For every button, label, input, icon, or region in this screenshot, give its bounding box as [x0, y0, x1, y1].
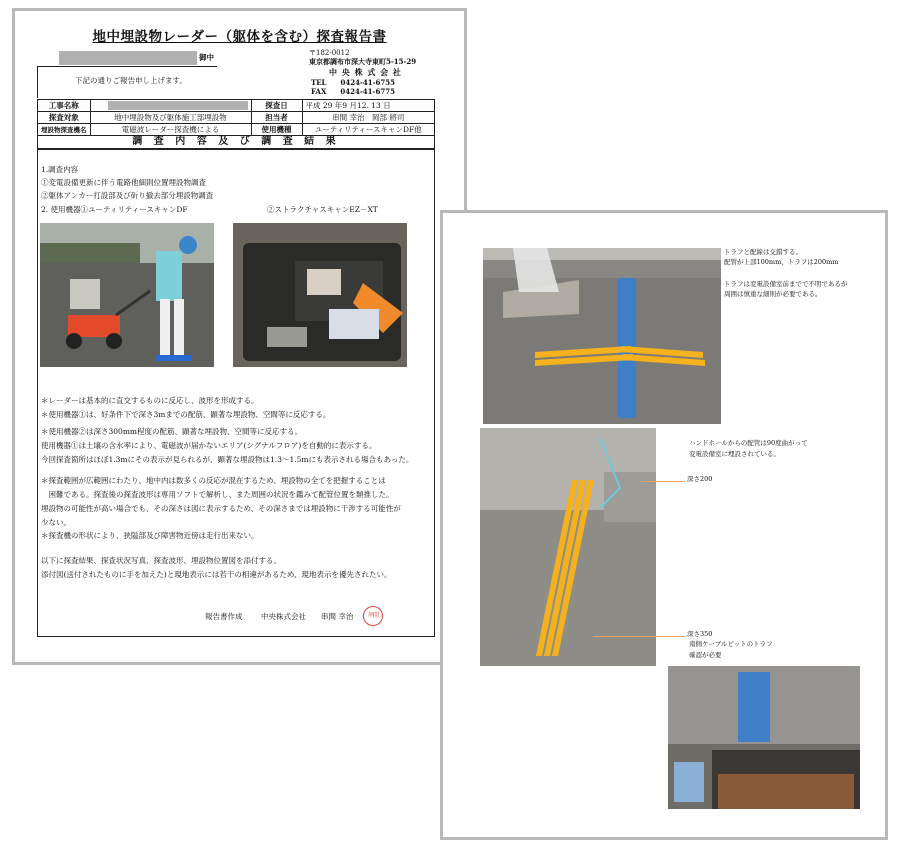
redacted-recipient — [59, 51, 197, 65]
photo-cable-pit — [668, 666, 860, 809]
leader-depth-200 — [641, 481, 685, 482]
photo-cable-pit-drawing — [668, 666, 860, 809]
photo-radar-operator-drawing — [40, 223, 214, 367]
note-6: ＊探査範囲が広範囲にわたり、地中内は数多くの反応が混在するため、埋設物の全てを把握することは — [41, 476, 386, 485]
note4-line1: 南側ケーブルピットのトラフ — [689, 640, 773, 648]
note-8: 埋設物の可能性が高い場合でも、その深さは図に表示するため、その深さまでは埋設物に干渉する可能性が — [41, 504, 401, 513]
photo-handhole-pipe-drawing — [480, 428, 656, 666]
equipment-2-label: ②ストラクチャスキャンEZ－XT — [267, 205, 378, 214]
seal-stamp — [363, 606, 383, 626]
footer-company: 中央株式会社 — [261, 612, 306, 621]
label-survey-target: 探査対象 — [38, 112, 91, 124]
footer-author-label: 報告書作成 — [205, 612, 243, 621]
label-person: 担当者 — [251, 112, 302, 124]
report-page-2 — [440, 210, 888, 840]
depth-200-label: 深さ200 — [687, 475, 713, 483]
note2-line2: 周囲は慎重な細則が必要である。 — [724, 290, 822, 298]
equipment-model: ユーティリティースキャンDF他 — [302, 124, 435, 136]
report-title: 地中埋設物レーダー（躯体を含む）探査報告書 — [92, 29, 387, 45]
note-11: 以下に探査結果、探査状況写真、探査波形、埋設物位置図を添付する。 — [41, 556, 281, 565]
note3-line2: 変電設備室に埋設されている。 — [689, 450, 780, 458]
leader-depth-350 — [593, 636, 685, 637]
note-12: 添付図(送付されたものに手を加えた)と現地表示には若干の相違があるため、現地表示を優先されたい。 — [41, 570, 392, 579]
photo-trough-crossing — [483, 248, 721, 424]
footer-person: 串間 幸治 — [321, 612, 354, 621]
photo-radar-operator — [40, 223, 214, 367]
label-project-name: 工事名称 — [38, 100, 91, 112]
label-equipment-name: 埋設物探査機名 — [38, 124, 91, 136]
contents-line-3: 2. 使用機器①ユーティリティースキャンDF — [41, 205, 188, 214]
seal-stamp-text: 串間 — [367, 612, 378, 619]
note1-line2: 配管が上部100mm、トラフは200mm — [724, 258, 839, 266]
recipient-suffix: 御中 — [199, 53, 214, 62]
note3-line1: ハンドホールからの配管は90度曲がって — [689, 439, 808, 447]
photo-structure-scanner — [233, 223, 407, 367]
note-1: ＊レーダーは基本的に直交するものに反応し、波形を形成する。 — [41, 396, 259, 405]
survey-date: 平成 29 年9 月12. 13 日 — [302, 100, 435, 112]
recipient-underline — [37, 66, 217, 67]
equipment-name: 電磁波レーダー探査機による — [90, 124, 251, 136]
section-heading: 調 査 内 容 及 び 調 査 結 果 — [37, 135, 435, 149]
photo-structure-scanner-drawing — [233, 223, 407, 367]
report-page-1 — [12, 8, 467, 665]
label-equipment-model: 使用機種 — [251, 124, 302, 136]
note2-line1: トラフは変電設備室前までで不明であるが — [724, 280, 848, 288]
company-name: 中 央 株 式 会 社 — [329, 67, 402, 77]
label-survey-date: 探査日 — [251, 100, 302, 112]
company-address: 東京都調布市深大寺東町5-15-29 — [309, 57, 417, 66]
note-7: 困難である。探査後の探査波形は専用ソフトで解析し、また周囲の状況を鑑みて配管位置を類推した。 — [41, 490, 394, 499]
company-tel: TEL 0424-41-6755 — [311, 78, 395, 87]
note4-line2: 確認が必要 — [689, 651, 722, 659]
person-names: 串間 幸治 岡部 將司 — [302, 112, 435, 124]
contents-line-1: ①変電設備更新に伴う電路他細則位置埋設物調査 — [41, 178, 206, 187]
note-5: 今回探査箇所はほぼ1.3mにその表示が見られるが、顕著な埋設物は1.3～1.5mにも表示される場合もあった。 — [41, 455, 414, 464]
contents-heading: 1.調査内容 — [41, 165, 79, 174]
company-fax: FAX 0424-41-6775 — [311, 87, 395, 96]
frame-left-top — [37, 66, 38, 98]
project-name-cell — [90, 100, 251, 112]
info-table — [37, 99, 435, 136]
survey-target: 地中埋設物及び躯体施工部埋設物 — [90, 112, 251, 124]
note-2: ＊使用機器①は、好条件下で深さ3mまでの配筋、顕著な埋設物、空間等に反応する。 — [41, 410, 331, 419]
note-9: 少ない。 — [41, 518, 71, 527]
note-4: 使用機器①は土壌の含水率により、電磁波が届かないエリア(シグナルフロア)を自動的に表示する。 — [41, 441, 377, 450]
note-3: ＊使用機器②は深さ300mm程度の配筋、顕著な埋設物、空間等に反応する。 — [41, 427, 303, 436]
note-10: ＊探査機の形状により、狭隘部及び障害物近傍は走行出来ない。 — [41, 531, 259, 540]
depth-350-label: 深さ350 — [687, 630, 713, 638]
company-zip: 〒182-0012 — [309, 49, 350, 57]
contents-line-2: ②躯体アンカー打設部及び斫り撤去部分埋設物調査 — [41, 191, 214, 200]
photo-handhole-pipe — [480, 428, 656, 666]
note1-line1: トラフと配線は交錯する。 — [724, 248, 802, 256]
greeting: 下記の通りご報告申し上げます。 — [75, 76, 187, 85]
redacted-project-name — [108, 101, 248, 110]
photo-trough-crossing-drawing — [483, 248, 721, 424]
